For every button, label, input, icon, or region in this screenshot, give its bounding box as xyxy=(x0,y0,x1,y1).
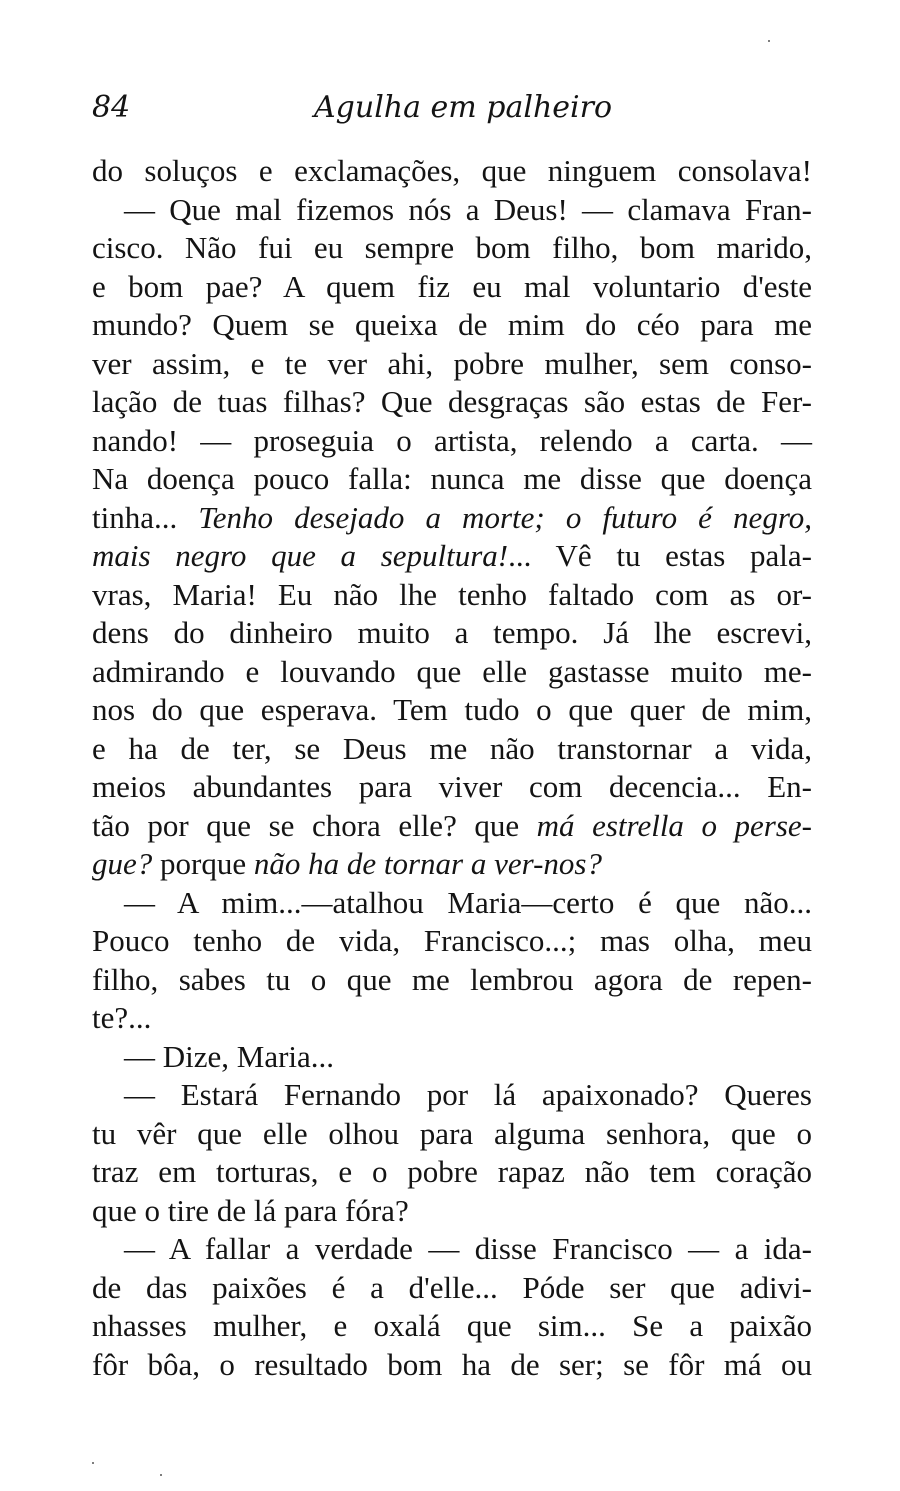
italic-run: não ha de tornar a ver-nos? xyxy=(253,846,602,881)
text-line: — A mim...—atalhou Maria—certo é que não... xyxy=(124,884,812,920)
text-line: traz em torturas, e o pobre rapaz não tem coração xyxy=(92,1154,812,1189)
text-line: Na doença pouco falla: nunca me disse que doença xyxy=(92,461,812,496)
text-run: ... Vê tu estas pala- xyxy=(508,538,812,573)
text-run: tão por que se chora elle? que xyxy=(92,807,537,843)
text-line: Pouco tenho de vida, Francisco...; mas olha, meu xyxy=(92,923,812,958)
paper-speck xyxy=(160,1474,162,1476)
italic-run: gue? xyxy=(92,846,153,881)
text-line: vras, Maria! Eu não lhe tenho faltado com as or- xyxy=(92,576,812,612)
text-line: dens do dinheiro muito a tempo. Já lhe escrevi, xyxy=(92,615,812,650)
text-line xyxy=(92,845,812,884)
text-line: — Estará Fernando por lá apaixonado? Queres xyxy=(124,1077,812,1112)
text-line: admirando e louvando que elle gastasse muito me- xyxy=(92,653,812,689)
text-line: meios abundantes para viver com decencia... En- xyxy=(92,769,812,804)
text-run: tinha... xyxy=(92,499,199,535)
running-head xyxy=(92,88,812,128)
text-line: e bom pae? A quem fiz eu mal voluntario d'este xyxy=(92,268,812,304)
italic-run: mais negro que a sepultura! xyxy=(92,538,509,573)
text-line: nhasses mulher, e oxalá que sim... Se a paixão xyxy=(92,1308,812,1343)
text-line: filho, sabes tu o que me lembrou agora de repen- xyxy=(92,961,812,997)
text-line xyxy=(92,537,812,576)
text-line: mundo? Quem se queixa de mim do céo para me xyxy=(92,307,812,342)
text-line: — A fallar a verdade — disse Francisco — a ida- xyxy=(124,1231,812,1266)
italic-run: má estrella o perse- xyxy=(536,807,812,843)
text-line: do soluços e exclamações, que ninguem consolava! xyxy=(92,153,812,188)
text-run: porque xyxy=(152,846,254,881)
text-line: fôr bôa, o resultado bom ha de ser; se fôr má ou xyxy=(92,1346,812,1382)
text-line: e ha de ter, se Deus me não transtornar a vida, xyxy=(92,730,812,766)
text-line: — Que mal fizemos nós a Deus! — clamava Fran- xyxy=(124,191,812,227)
body-text xyxy=(92,152,812,1384)
text-line: cisco. Não fui eu sempre bom filho, bom marido, xyxy=(92,230,812,265)
paper-speck xyxy=(92,1462,94,1464)
text-line: nos do que esperava. Tem tudo o que quer de mim, xyxy=(92,692,812,727)
text-line: tu vêr que elle olhou para alguma senhora, que o xyxy=(92,1115,812,1151)
text-line: de das paixões é a d'elle... Póde ser que adivi- xyxy=(92,1269,812,1305)
text-line: ver assim, e te ver ahi, pobre mulher, sem conso- xyxy=(92,345,812,381)
text-line: — Dize, Maria... xyxy=(124,1038,335,1074)
text-line xyxy=(92,499,812,538)
running-title: Agulha em palheiro xyxy=(314,90,613,125)
text-line xyxy=(92,807,812,846)
text-line: nando! — proseguia o artista, relendo a carta. — xyxy=(92,422,812,458)
text-line: lação de tuas filhas? Que desgraças são estas de Fer- xyxy=(92,384,812,419)
page-number: 84 xyxy=(92,90,131,125)
paper-speck xyxy=(768,40,770,42)
italic-run: Tenho desejado a morte; o futuro é negro, xyxy=(198,499,812,535)
text-line: te?... xyxy=(92,1000,152,1035)
text-line: que o tire de lá para fóra? xyxy=(92,1192,409,1228)
